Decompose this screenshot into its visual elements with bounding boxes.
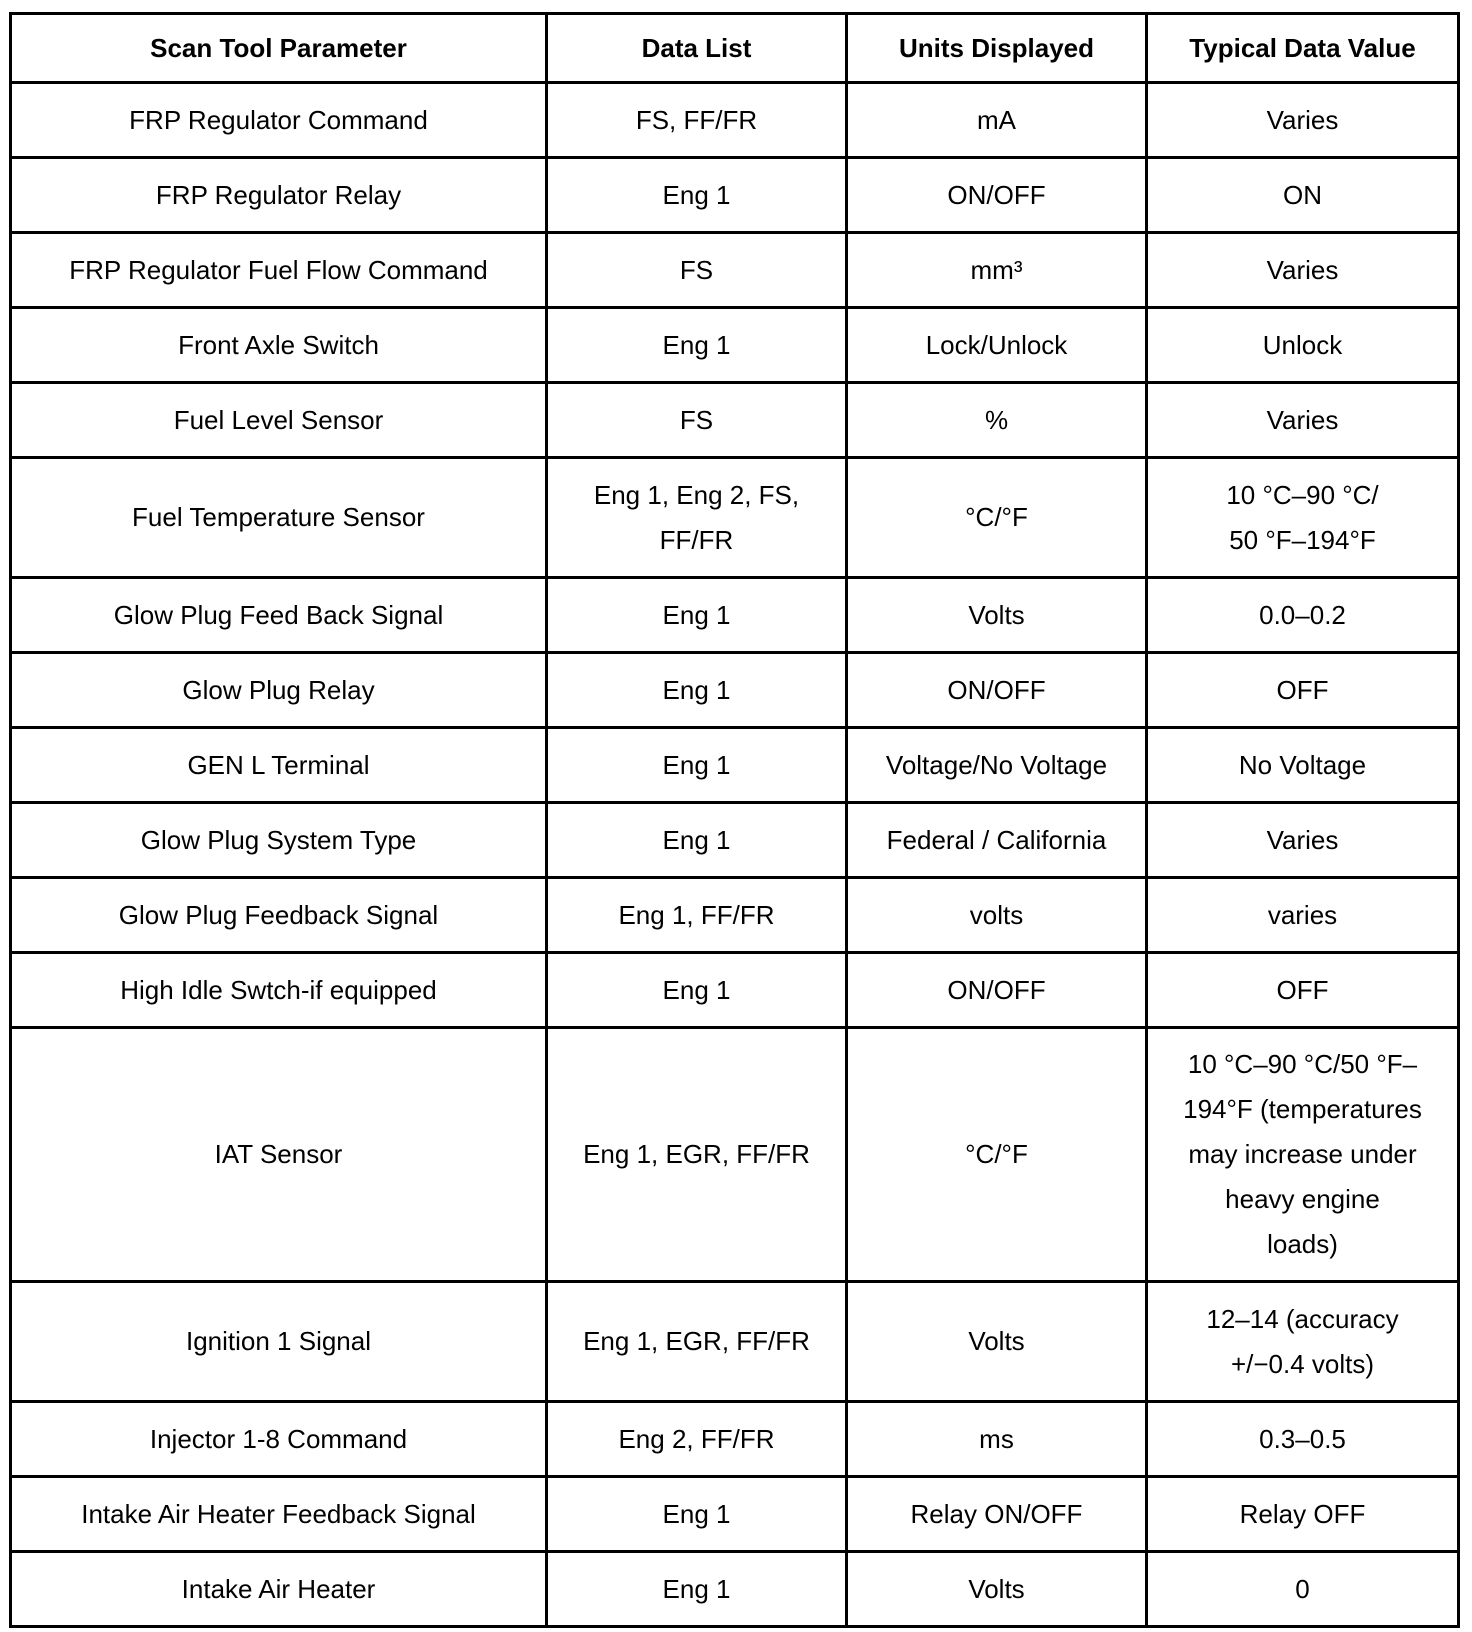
table-row [11, 1552, 1459, 1627]
cell-typical-data-value: Unlock [1147, 308, 1459, 383]
cell-typical-data-value: 0.0–0.2 [1147, 578, 1459, 653]
table-row [11, 1477, 1459, 1552]
cell-scan-tool-parameter: Glow Plug Feedback Signal [11, 878, 547, 953]
cell-data-list: Eng 1 [547, 308, 847, 383]
cell-units-displayed: Relay ON/OFF [847, 1477, 1147, 1552]
table-row [11, 458, 1459, 578]
scan-tool-data-table [9, 12, 1460, 1628]
header-units-displayed: Units Displayed [847, 14, 1147, 83]
cell-scan-tool-parameter: IAT Sensor [11, 1028, 547, 1282]
cell-units-displayed: volts [847, 878, 1147, 953]
cell-scan-tool-parameter: Fuel Temperature Sensor [11, 458, 547, 578]
cell-data-list: Eng 1 [547, 1552, 847, 1627]
cell-units-displayed: ms [847, 1402, 1147, 1477]
cell-units-displayed: mm³ [847, 233, 1147, 308]
cell-units-displayed: mA [847, 83, 1147, 158]
cell-data-list: Eng 1, FF/FR [547, 878, 847, 953]
cell-units-displayed: Volts [847, 1282, 1147, 1402]
cell-data-list: Eng 1 [547, 953, 847, 1028]
cell-typical-data-value: 12–14 (accuracy +/−0.4 volts) [1147, 1282, 1459, 1402]
table-row [11, 878, 1459, 953]
cell-scan-tool-parameter: FRP Regulator Fuel Flow Command [11, 233, 547, 308]
cell-data-list: FS [547, 233, 847, 308]
cell-units-displayed: Federal / California [847, 803, 1147, 878]
cell-data-list: Eng 1 [547, 653, 847, 728]
cell-data-list: Eng 1 [547, 578, 847, 653]
cell-data-list: Eng 1 [547, 1477, 847, 1552]
table-body [11, 83, 1459, 1627]
table-row [11, 383, 1459, 458]
cell-units-displayed: ON/OFF [847, 158, 1147, 233]
table-row [11, 308, 1459, 383]
cell-data-list: Eng 1, EGR, FF/FR [547, 1282, 847, 1402]
table-header-row [11, 14, 1459, 83]
cell-typical-data-value: 0.3–0.5 [1147, 1402, 1459, 1477]
cell-units-displayed: °C/°F [847, 1028, 1147, 1282]
cell-data-list: Eng 1 [547, 158, 847, 233]
cell-data-list: FS, FF/FR [547, 83, 847, 158]
table-row [11, 1028, 1459, 1282]
cell-typical-data-value: 10 °C–90 °C/50 °F– 194°F (temperatures may increase under heavy engine loads) [1147, 1028, 1459, 1282]
cell-scan-tool-parameter: Fuel Level Sensor [11, 383, 547, 458]
header-scan-tool-parameter: Scan Tool Parameter [11, 14, 547, 83]
table-row [11, 83, 1459, 158]
cell-scan-tool-parameter: Glow Plug Feed Back Signal [11, 578, 547, 653]
cell-typical-data-value: 10 °C–90 °C/ 50 °F–194°F [1147, 458, 1459, 578]
table-row [11, 578, 1459, 653]
table-row [11, 953, 1459, 1028]
table-row [11, 158, 1459, 233]
cell-data-list: FS [547, 383, 847, 458]
table-row [11, 803, 1459, 878]
cell-data-list: Eng 1, Eng 2, FS, FF/FR [547, 458, 847, 578]
cell-data-list: Eng 2, FF/FR [547, 1402, 847, 1477]
cell-data-list: Eng 1 [547, 803, 847, 878]
header-data-list: Data List [547, 14, 847, 83]
cell-scan-tool-parameter: FRP Regulator Relay [11, 158, 547, 233]
cell-units-displayed: °C/°F [847, 458, 1147, 578]
cell-units-displayed: Volts [847, 578, 1147, 653]
cell-scan-tool-parameter: Intake Air Heater [11, 1552, 547, 1627]
table-row [11, 233, 1459, 308]
cell-scan-tool-parameter: Glow Plug Relay [11, 653, 547, 728]
cell-typical-data-value: varies [1147, 878, 1459, 953]
cell-units-displayed: Voltage/No Voltage [847, 728, 1147, 803]
table-row [11, 1402, 1459, 1477]
cell-typical-data-value: 0 [1147, 1552, 1459, 1627]
cell-scan-tool-parameter: Ignition 1 Signal [11, 1282, 547, 1402]
cell-scan-tool-parameter: Glow Plug System Type [11, 803, 547, 878]
cell-typical-data-value: No Voltage [1147, 728, 1459, 803]
cell-scan-tool-parameter: FRP Regulator Command [11, 83, 547, 158]
cell-scan-tool-parameter: Intake Air Heater Feedback Signal [11, 1477, 547, 1552]
cell-typical-data-value: Relay OFF [1147, 1477, 1459, 1552]
cell-units-displayed: Volts [847, 1552, 1147, 1627]
cell-typical-data-value: Varies [1147, 83, 1459, 158]
cell-typical-data-value: ON [1147, 158, 1459, 233]
header-typical-data-value: Typical Data Value [1147, 14, 1459, 83]
cell-scan-tool-parameter: Front Axle Switch [11, 308, 547, 383]
cell-data-list: Eng 1, EGR, FF/FR [547, 1028, 847, 1282]
table-row [11, 728, 1459, 803]
cell-units-displayed: % [847, 383, 1147, 458]
cell-typical-data-value: OFF [1147, 953, 1459, 1028]
cell-scan-tool-parameter: Injector 1-8 Command [11, 1402, 547, 1477]
cell-units-displayed: Lock/Unlock [847, 308, 1147, 383]
cell-typical-data-value: Varies [1147, 233, 1459, 308]
cell-scan-tool-parameter: High Idle Swtch-if equipped [11, 953, 547, 1028]
table-row [11, 1282, 1459, 1402]
cell-typical-data-value: OFF [1147, 653, 1459, 728]
table-row [11, 653, 1459, 728]
cell-typical-data-value: Varies [1147, 803, 1459, 878]
cell-typical-data-value: Varies [1147, 383, 1459, 458]
cell-data-list: Eng 1 [547, 728, 847, 803]
cell-units-displayed: ON/OFF [847, 653, 1147, 728]
cell-units-displayed: ON/OFF [847, 953, 1147, 1028]
cell-scan-tool-parameter: GEN L Terminal [11, 728, 547, 803]
